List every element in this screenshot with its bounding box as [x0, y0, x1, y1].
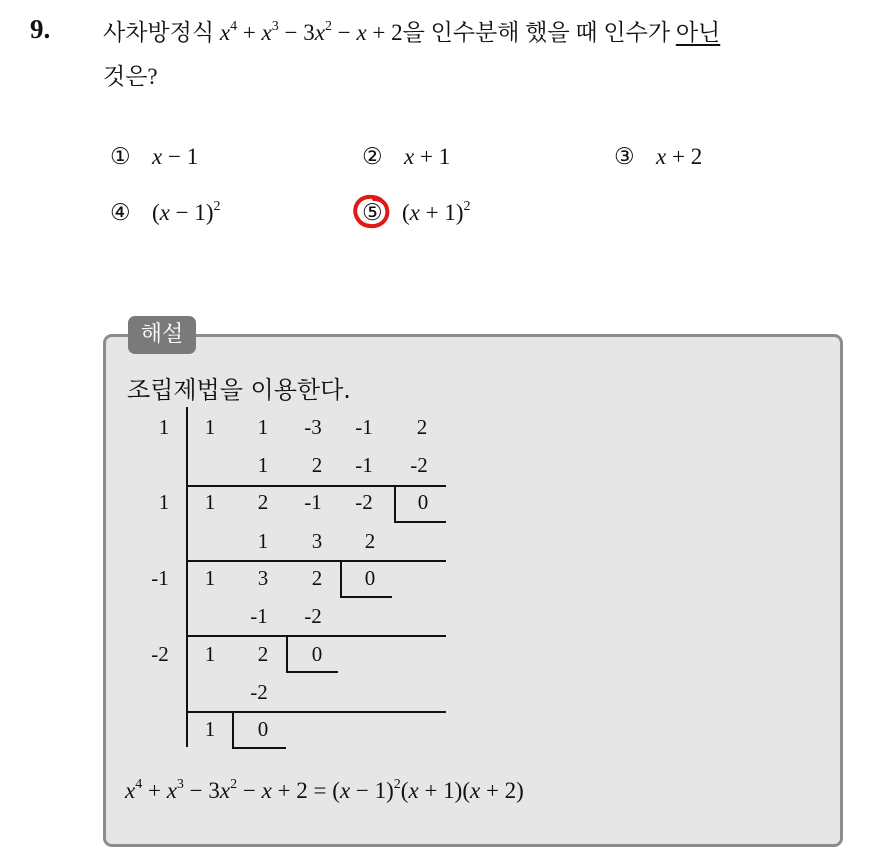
division-cell: 1 — [204, 566, 216, 590]
division-cell: 2 — [311, 566, 323, 590]
division-cell: 1 — [204, 490, 216, 514]
division-rule — [186, 635, 446, 637]
question-text-prefix: 사차방정식 — [103, 20, 215, 45]
remainder-box-edge — [286, 671, 338, 673]
option-4-marker: ④ — [110, 200, 131, 225]
division-cell: -1 — [355, 415, 373, 439]
division-cell: 1 — [257, 529, 269, 553]
division-cell: 2 — [257, 642, 269, 666]
division-cell: 0 — [417, 490, 429, 514]
question-polynomial: $x^4 + x^3 - 3x^2 - x + 2$ — [219, 19, 403, 45]
division-cell: 1 — [204, 642, 216, 666]
question-line-2: 것은? — [103, 64, 158, 89]
solution-intro: 조립제법을 이용한다. — [127, 376, 351, 404]
division-root-2: 1 — [158, 490, 170, 514]
division-cell: -3 — [304, 415, 322, 439]
remainder-box-edge — [232, 747, 286, 749]
question-number: 9. — [30, 14, 51, 44]
division-cell: -1 — [250, 604, 268, 628]
remainder-box-edge — [286, 635, 288, 671]
division-cell: -2 — [355, 490, 373, 514]
division-cell: -2 — [250, 680, 268, 704]
solution-tag: 해설 — [128, 316, 196, 354]
option-1-expr: x − 1 — [152, 144, 199, 169]
division-cell: 2 — [257, 490, 269, 514]
division-cell: -1 — [355, 453, 373, 477]
option-1-marker: ① — [110, 144, 131, 169]
option-2-marker: ② — [362, 144, 383, 169]
division-root-4: -2 — [151, 642, 169, 666]
division-cell: 0 — [364, 566, 376, 590]
option-5-marker: ⑤ — [362, 200, 383, 225]
division-cell: 1 — [204, 415, 216, 439]
question-text-suffix: 을 인수분해 했을 때 인수가 — [402, 20, 671, 45]
division-cell: -1 — [304, 490, 322, 514]
division-root-1: 1 — [158, 415, 170, 439]
division-cell: 3 — [311, 529, 323, 553]
remainder-box-edge — [394, 485, 396, 521]
division-root-3: -1 — [151, 566, 169, 590]
division-vertical-line — [186, 407, 188, 747]
division-cell: 1 — [257, 415, 269, 439]
option-5-expr: $(x + 1)^2$ — [402, 199, 471, 225]
option-2-expr: x + 1 — [404, 144, 451, 169]
remainder-box-edge — [340, 596, 392, 598]
option-3-expr: x + 2 — [656, 144, 703, 169]
division-cell: -2 — [304, 604, 322, 628]
division-cell: 0 — [257, 717, 269, 741]
division-cell: 2 — [364, 529, 376, 553]
division-cell: 1 — [257, 453, 269, 477]
option-4-expr: $(x - 1)^2$ — [152, 199, 221, 225]
division-cell: -2 — [410, 453, 428, 477]
question-underlined-word: 아닌 — [675, 20, 721, 45]
division-cell: 3 — [257, 566, 269, 590]
remainder-box-edge — [232, 711, 234, 747]
division-cell: 2 — [311, 453, 323, 477]
remainder-box-edge — [394, 521, 446, 523]
division-rule — [186, 485, 446, 487]
division-rule — [186, 560, 446, 562]
division-cell: 0 — [311, 642, 323, 666]
solution-result: $x^4 + x^3 - 3x^2 - x + 2 = (x - 1)^2(x + 1)(x + 2)$ — [125, 777, 524, 803]
division-cell: 2 — [416, 415, 428, 439]
remainder-box-edge — [340, 560, 342, 596]
division-rule — [186, 711, 446, 713]
division-cell: 1 — [204, 717, 216, 741]
option-3-marker: ③ — [614, 144, 635, 169]
